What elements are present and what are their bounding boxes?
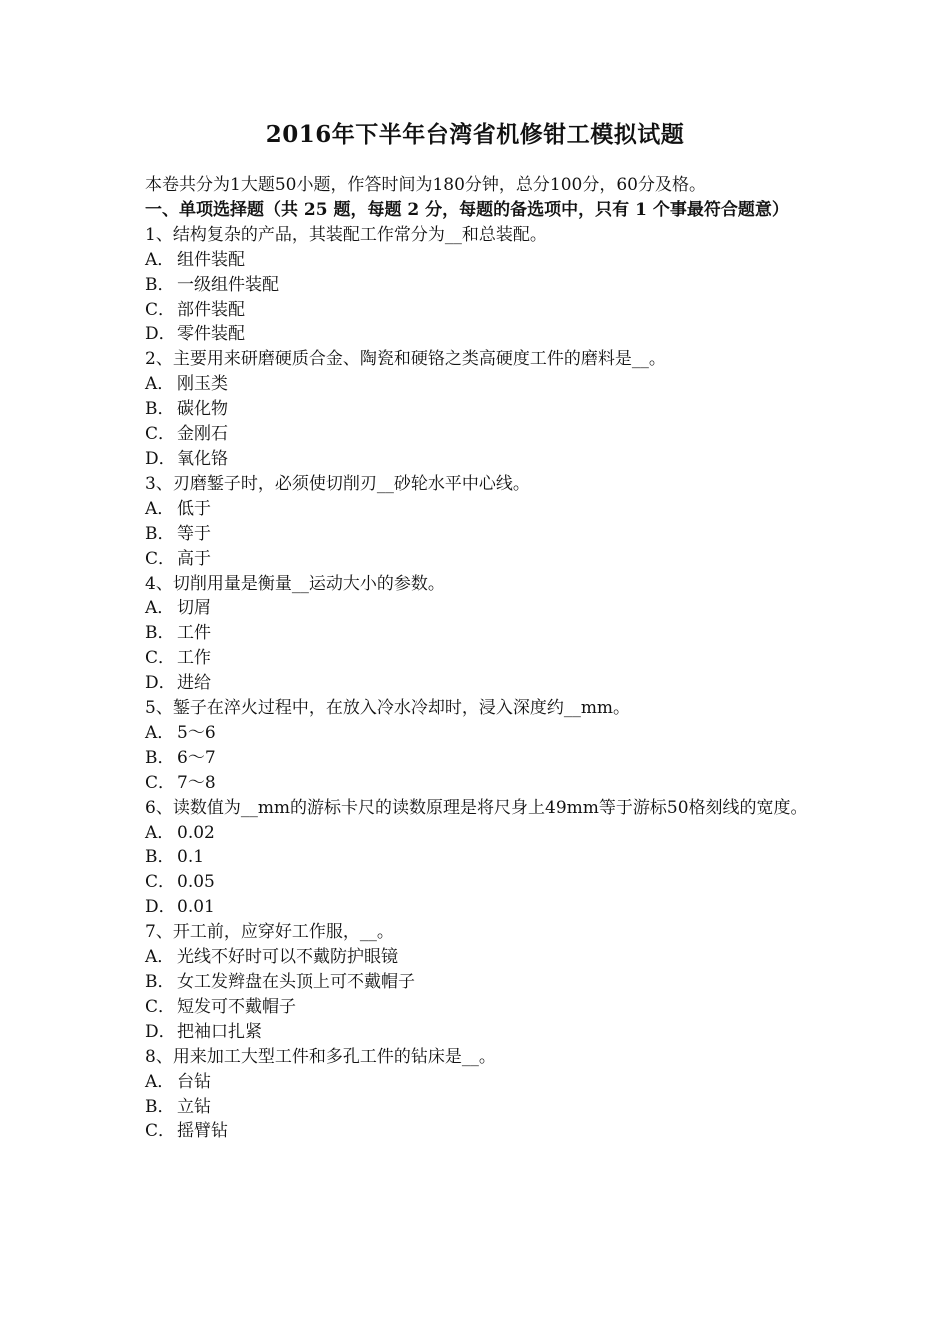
option-letter: C． — [145, 648, 176, 669]
option-letter: B． — [145, 274, 175, 295]
answer-option — [145, 771, 810, 796]
option-text: 0.1 — [177, 847, 205, 868]
answer-option — [145, 248, 810, 273]
option-text: 氧化铬 — [177, 448, 228, 469]
answer-option — [145, 845, 810, 870]
answer-option — [145, 721, 810, 746]
answer-option — [145, 1020, 810, 1045]
option-text: 7～8 — [177, 772, 216, 793]
question-stem: 5、錾子在淬火过程中，在放入冷水冷却时，浸入深度约__mm。 — [145, 698, 631, 719]
option-letter: D． — [145, 448, 176, 469]
question-list — [145, 223, 810, 1145]
option-letter: A． — [145, 722, 175, 743]
answer-option — [145, 1070, 810, 1095]
answer-option — [145, 995, 810, 1020]
option-text: 碳化物 — [177, 399, 228, 420]
question-item — [145, 572, 810, 697]
answer-option — [145, 322, 810, 347]
answer-option — [145, 895, 810, 920]
answer-option — [145, 970, 810, 995]
option-text: 0.02 — [177, 822, 215, 843]
option-text: 零件装配 — [177, 324, 245, 345]
option-letter: B． — [145, 847, 175, 868]
option-text: 0.01 — [177, 897, 215, 918]
option-letter: A． — [145, 249, 175, 270]
option-text: 组件装配 — [177, 249, 245, 270]
option-letter: B． — [145, 399, 175, 420]
option-text: 0.05 — [177, 872, 215, 893]
option-text: 等于 — [177, 523, 211, 544]
answer-option — [145, 646, 810, 671]
option-text: 工作 — [177, 648, 211, 669]
option-letter: B． — [145, 1096, 175, 1117]
answer-option — [145, 547, 810, 572]
answer-option — [145, 497, 810, 522]
option-text: 高于 — [177, 548, 211, 569]
answer-option — [145, 522, 810, 547]
answer-option — [145, 596, 810, 621]
question-item — [145, 796, 810, 921]
option-letter: C． — [145, 1121, 176, 1142]
option-text: 光线不好时可以不戴防护眼镜 — [177, 947, 398, 968]
question-item — [145, 1045, 810, 1145]
option-letter: A． — [145, 598, 175, 619]
option-letter: D． — [145, 1021, 176, 1042]
option-text: 切屑 — [177, 598, 211, 619]
option-letter: C． — [145, 872, 176, 893]
section-heading: 一、单项选择题（共 25 题，每题 2 分，每题的备选项中，只有 1 个事最符合题意） — [145, 199, 789, 220]
document-body — [145, 173, 810, 1144]
answer-option — [145, 422, 810, 447]
option-letter: C． — [145, 996, 176, 1017]
answer-option — [145, 273, 810, 298]
option-letter: A． — [145, 947, 175, 968]
option-text: 一级组件装配 — [177, 274, 279, 295]
question-stem: 3、刃磨錾子时，必须使切削刃__砂轮水平中心线。 — [145, 473, 530, 494]
option-letter: B． — [145, 623, 175, 644]
answer-option — [145, 1119, 810, 1144]
option-letter: A． — [145, 374, 175, 395]
option-text: 把袖口扎紧 — [177, 1021, 262, 1042]
option-text: 金刚石 — [177, 424, 228, 445]
exam-intro: 本卷共分为1大题50小题，作答时间为180分钟，总分100分，60分及格。 — [145, 175, 706, 195]
option-letter: A． — [145, 498, 175, 519]
option-text: 女工发辫盘在头顶上可不戴帽子 — [177, 972, 415, 992]
option-letter: D． — [145, 324, 176, 345]
question-stem: 1、结构复杂的产品，其装配工作常分为__和总装配。 — [145, 224, 547, 245]
option-letter: A． — [145, 1071, 175, 1092]
option-text: 5～6 — [177, 722, 216, 743]
question-stem: 4、切削用量是衡量__运动大小的参数。 — [145, 573, 445, 594]
option-text: 刚玉类 — [177, 374, 228, 395]
question-item — [145, 696, 810, 796]
answer-option — [145, 870, 810, 895]
answer-option — [145, 945, 810, 970]
option-letter: B． — [145, 747, 175, 768]
option-letter: C． — [145, 772, 176, 793]
option-text: 工件 — [177, 623, 211, 644]
question-item — [145, 347, 810, 472]
option-text: 台钻 — [177, 1071, 211, 1092]
option-text: 低于 — [177, 498, 211, 519]
option-letter: C． — [145, 424, 176, 445]
option-letter: C． — [145, 548, 176, 569]
option-text: 6～7 — [177, 747, 216, 768]
option-letter: D． — [145, 673, 176, 694]
option-letter: D． — [145, 897, 176, 918]
answer-option — [145, 447, 810, 472]
question-stem: 8、用来加工大型工件和多孔工件的钻床是__。 — [145, 1046, 496, 1067]
option-letter: C． — [145, 299, 176, 320]
answer-option — [145, 1095, 810, 1120]
answer-option — [145, 746, 810, 771]
option-text: 部件装配 — [177, 299, 245, 320]
option-text: 进给 — [177, 673, 211, 694]
question-item — [145, 472, 810, 572]
answer-option — [145, 298, 810, 323]
question-stem: 6、读数值为__mm的游标卡尺的读数原理是将尺身上49mm等于游标50格刻线的宽度。 — [145, 797, 808, 818]
answer-option — [145, 821, 810, 846]
option-letter: B． — [145, 972, 175, 992]
question-stem: 7、开工前，应穿好工作服，__。 — [145, 922, 394, 943]
question-stem: 2、主要用来研磨硬质合金、陶瓷和硬铬之类高硬度工件的磨料是__。 — [145, 349, 666, 370]
answer-option — [145, 397, 810, 422]
document-title: 2016年下半年台湾省机修钳工模拟试题 — [265, 121, 685, 148]
option-letter: B． — [145, 523, 175, 544]
option-letter: A． — [145, 822, 175, 843]
option-text: 立钻 — [177, 1096, 211, 1117]
option-text: 短发可不戴帽子 — [177, 996, 296, 1017]
answer-option — [145, 671, 810, 696]
option-text: 摇臂钻 — [177, 1121, 228, 1142]
answer-option — [145, 372, 810, 397]
answer-option — [145, 621, 810, 646]
question-item — [145, 223, 810, 348]
question-item — [145, 920, 810, 1045]
